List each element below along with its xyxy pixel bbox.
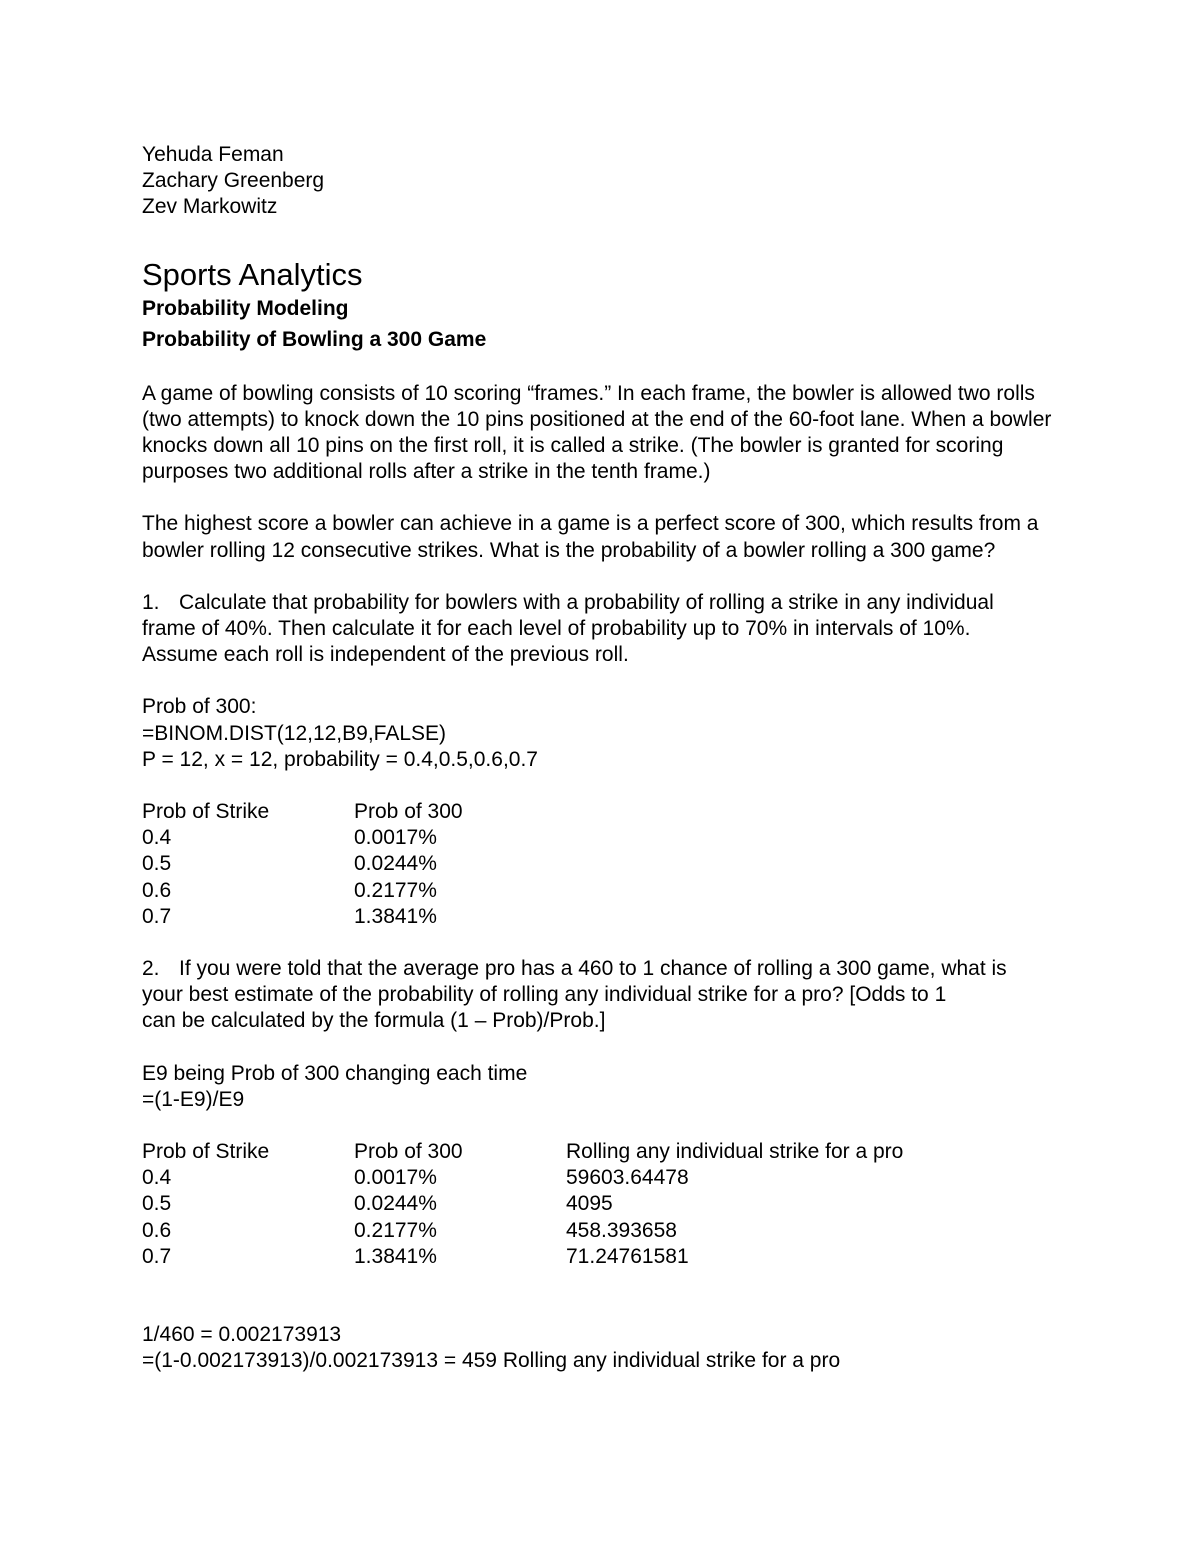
- q2-work: [142, 1061, 1132, 1113]
- table-header: Rolling any individual strike for a pro: [566, 1140, 904, 1164]
- table-cell: 0.0244%: [354, 852, 437, 876]
- question-2: [142, 956, 1132, 1035]
- q1-table: [142, 799, 1132, 930]
- table-cell: 0.0017%: [354, 1166, 437, 1190]
- table-cell: 1.3841%: [354, 1244, 437, 1268]
- paragraph-line: [142, 956, 1132, 982]
- item-number: 1.: [142, 590, 160, 614]
- document-heading: Probability of Bowling a 300 Game: [142, 327, 487, 351]
- table-header: Prob of Strike: [142, 800, 270, 824]
- paragraph-line: bowler rolling 12 consecutive strikes. What is the probability of a bowler rolling a 300 game?: [142, 538, 996, 562]
- table-cell: 458.393658: [566, 1218, 677, 1242]
- paragraph-line: (two attempts) to knock down the 10 pins positioned at the end of the 60-foot lane. When a bowler: [142, 407, 1052, 431]
- table-cell: 0.0244%: [354, 1192, 437, 1216]
- paragraph-line: [142, 590, 1132, 616]
- author-name: Zachary Greenberg: [142, 169, 325, 193]
- table-cell: 0.4: [142, 1166, 172, 1190]
- table-header: Prob of 300: [354, 800, 463, 824]
- table-cell: 0.2177%: [354, 1218, 437, 1242]
- table-cell: 0.7: [142, 904, 172, 928]
- table-cell: 0.4: [142, 826, 172, 850]
- item-number: 2.: [142, 957, 160, 981]
- result-line: =(1-0.002173913)/0.002173913 = 459 Rolling any individual strike for a pro: [142, 1349, 841, 1373]
- table-cell: 1.3841%: [354, 904, 437, 928]
- table-cell: 0.2177%: [354, 878, 437, 902]
- item-text: If you were told that the average pro has a 460 to 1 chance of rolling a 300 game, what is: [179, 957, 1007, 981]
- paragraph-line: Assume each roll is independent of the previous roll.: [142, 643, 629, 667]
- paragraph-line: A game of bowling consists of 10 scoring “frames.” In each frame, the bowler is allowed two rolls: [142, 381, 1035, 405]
- document-title: Sports Analytics: [142, 256, 363, 292]
- table-header: Prob of Strike: [142, 1140, 270, 1164]
- document-body: [142, 142, 1132, 1375]
- work-line: E9 being Prob of 300 changing each time: [142, 1061, 528, 1085]
- formula-line: =BINOM.DIST(12,12,B9,FALSE): [142, 721, 447, 745]
- result-line: 1/460 = 0.002173913: [142, 1323, 342, 1347]
- document-subtitle: Probability Modeling: [142, 296, 349, 320]
- table-cell: 4095: [566, 1192, 613, 1216]
- q2-table: [142, 1139, 1132, 1270]
- paragraph-line: knocks down all 10 pins on the first roll, it is called a strike. (The bowler is granted for scoring: [142, 434, 1004, 458]
- item-text: Calculate that probability for bowlers with a probability of rolling a strike in any individual: [179, 590, 994, 614]
- intro-paragraph: [142, 381, 1132, 486]
- table-cell: 0.5: [142, 1192, 172, 1216]
- work-line: Prob of 300:: [142, 695, 257, 719]
- formula-line: =(1-E9)/E9: [142, 1087, 245, 1111]
- table-cell: 59603.64478: [566, 1166, 689, 1190]
- paragraph-line: can be calculated by the formula (1 – Prob)/Prob.]: [142, 1009, 606, 1033]
- question-1: [142, 590, 1132, 669]
- q1-work: [142, 694, 1132, 773]
- question-paragraph: [142, 511, 1132, 563]
- table-header: Prob of 300: [354, 1140, 463, 1164]
- paragraph-line: The highest score a bowler can achieve in a game is a perfect score of 300, which results from a: [142, 512, 1039, 536]
- author-name: Zev Markowitz: [142, 195, 278, 219]
- work-line: P = 12, x = 12, probability = 0.4,0.5,0.6,0.7: [142, 747, 538, 771]
- paragraph-line: your best estimate of the probability of rolling any individual strike for a pro? [Odds to 1: [142, 983, 947, 1007]
- table-cell: 0.6: [142, 1218, 172, 1242]
- paragraph-line: frame of 40%. Then calculate it for each level of probability up to 70% in intervals of 10%.: [142, 617, 971, 641]
- paragraph-line: purposes two additional rolls after a strike in the tenth frame.): [142, 460, 711, 484]
- table-cell: 0.0017%: [354, 826, 437, 850]
- author-list: [142, 142, 1132, 221]
- author-name: Yehuda Feman: [142, 143, 284, 166]
- table-cell: 0.6: [142, 878, 172, 902]
- table-cell: 0.7: [142, 1244, 172, 1268]
- table-cell: 0.5: [142, 852, 172, 876]
- q2-final: [142, 1322, 1132, 1374]
- table-cell: 71.24761581: [566, 1244, 689, 1268]
